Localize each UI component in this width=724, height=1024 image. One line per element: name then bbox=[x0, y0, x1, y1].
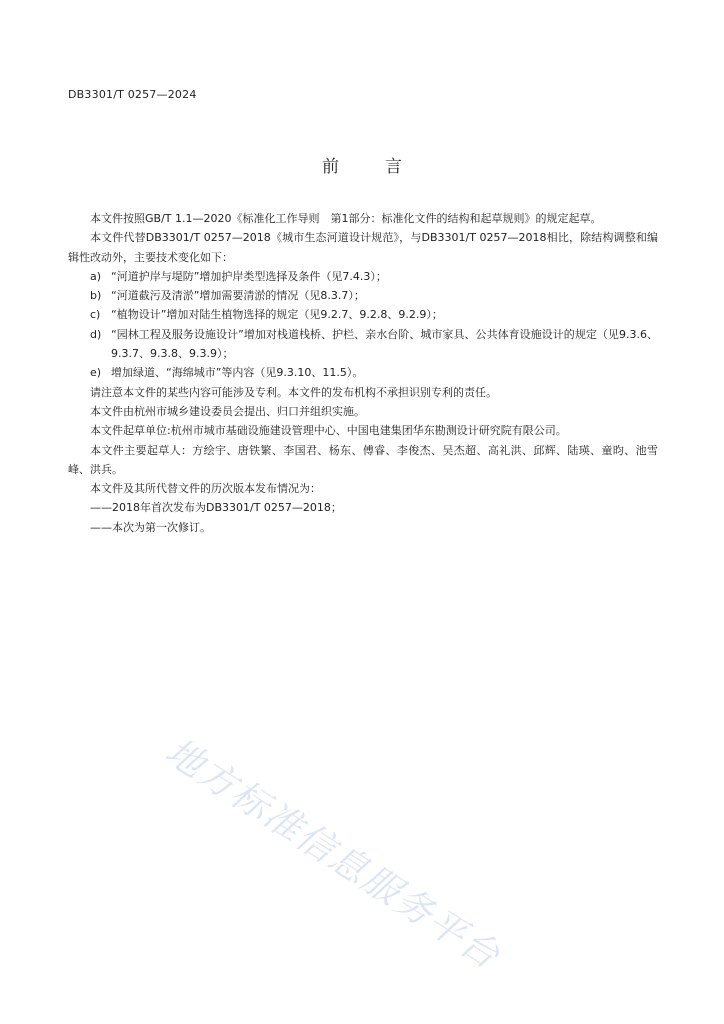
change-item bbox=[68, 325, 658, 364]
document-body bbox=[68, 209, 658, 537]
paragraph-replacement: 本文件代替DB3301/T 0257—2018《城市生态河道设计规范》，与DB3301/T 0257—2018相比，除结构调整和编辑性改动外，主要技术变化如下： bbox=[68, 231, 658, 264]
change-item-text: “河道护岸与堤防”增加护岸类型选择及条件（见7.4.3）； bbox=[111, 269, 387, 283]
change-item-mark: e) bbox=[90, 366, 102, 380]
history-item: ——2018年首次发布为DB3301/T 0257—2018； bbox=[90, 501, 342, 515]
title-char-1: 前 bbox=[322, 157, 339, 177]
change-item-text: 增加绿道、“海绵城市”等内容（见9.3.10、11.5）。 bbox=[111, 366, 364, 380]
watermark: 地方标准信息服务平台 bbox=[157, 729, 509, 979]
change-item bbox=[68, 286, 658, 305]
change-item bbox=[68, 305, 658, 324]
change-item bbox=[68, 267, 658, 286]
paragraph-drafting-units: 本文件起草单位:杭州市城市基础设施建设管理中心、中国电建集团华东勘测设计研究院有限公司。 bbox=[90, 424, 567, 438]
paragraph-patent-notice: 请注意本文件的某些内容可能涉及专利。本文件的发布机构不承担识别专利的责任。 bbox=[90, 385, 497, 399]
change-item-mark: d) bbox=[90, 327, 102, 341]
change-item-mark: b) bbox=[90, 289, 102, 303]
title-char-2: 言 bbox=[385, 157, 402, 177]
paragraph-drafters: 本文件主要起草人：方绘宇、唐铁繁、李国君、杨东、傅睿、李俊杰、吴杰超、高礼洪、邱辉、陆瑛、童昀、池雪峰、洪兵。 bbox=[68, 443, 658, 476]
document-header-code: DB3301/T 0257—2024 bbox=[68, 88, 197, 101]
paragraph-proposer: 本文件由杭州市城乡建设委员会提出、归口并组织实施。 bbox=[90, 404, 365, 418]
paragraph-history-intro: 本文件及其所代替文件的历次版本发布情况为： bbox=[90, 482, 321, 496]
history-item: ——本次为第一次修订。 bbox=[90, 520, 211, 534]
change-item-mark: c) bbox=[90, 308, 101, 322]
change-item-mark: a) bbox=[90, 269, 102, 283]
change-item bbox=[68, 363, 658, 382]
page-title bbox=[0, 152, 724, 177]
change-item-text: “河道截污及清淤”增加需要清淤的情况（见8.3.7）； bbox=[111, 289, 365, 303]
paragraph-drafting-basis: 本文件按照GB/T 1.1—2020《标准化工作导则 第1部分：标准化文件的结构和起草规则》的规定起草。 bbox=[90, 212, 602, 225]
change-item-text: “植物设计”增加对陆生植物选择的规定（见9.2.7、9.2.8、9.2.9）； bbox=[111, 308, 443, 322]
change-item-text: “园林工程及服务设施设计”增加对栈道栈桥、护栏、亲水台阶、城市家具、公共体育设施设计的规定（见9.3.6、9.3.7、9.3.8、9.3.9）； bbox=[111, 327, 658, 361]
